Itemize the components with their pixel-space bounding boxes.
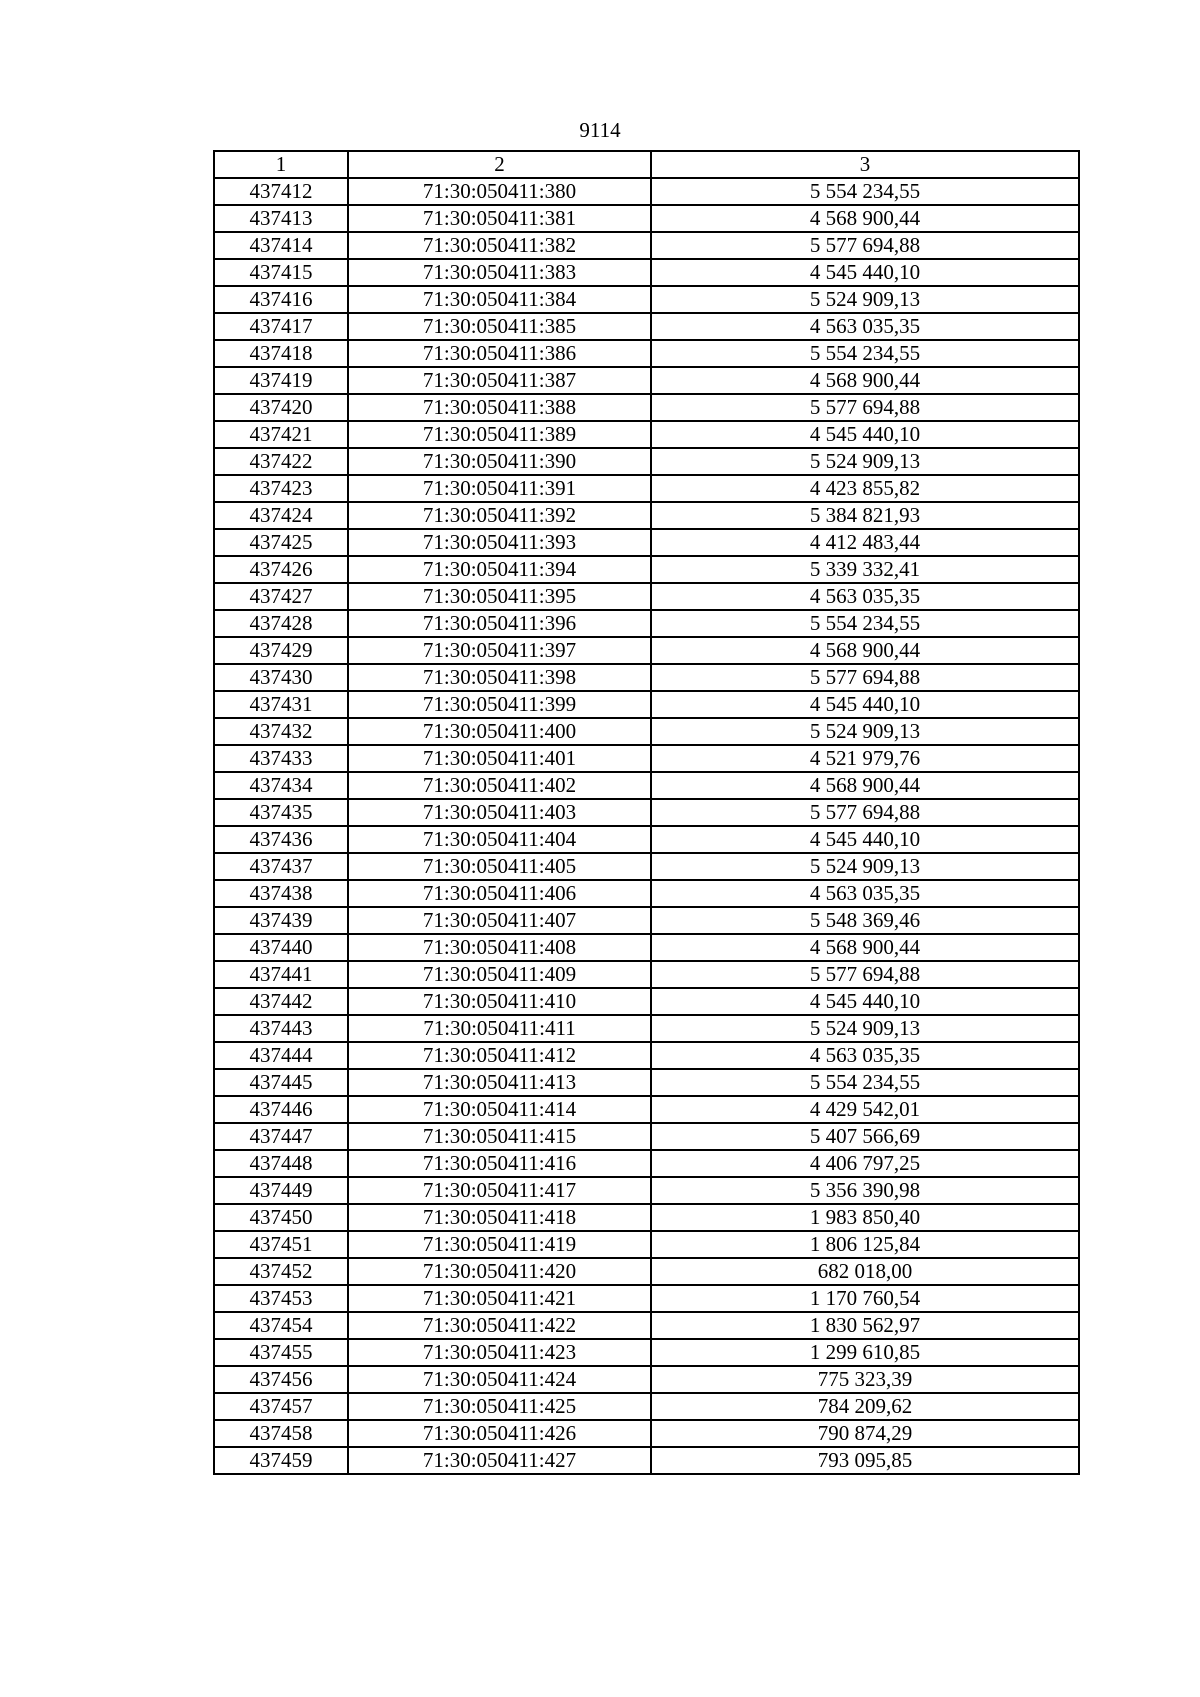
cadastral-value-cell: 1 983 850,40 — [651, 1204, 1079, 1231]
table-row — [214, 934, 1079, 961]
cadastral-value-cell: 5 554 234,55 — [651, 1069, 1079, 1096]
table-row — [214, 340, 1079, 367]
cadastral-number-cell: 71:30:050411:396 — [348, 610, 651, 637]
cadastral-number-cell: 71:30:050411:393 — [348, 529, 651, 556]
row-number-cell: 437437 — [214, 853, 348, 880]
table-header — [214, 151, 1079, 178]
table-row — [214, 421, 1079, 448]
row-number-cell: 437451 — [214, 1231, 348, 1258]
table-row — [214, 1231, 1079, 1258]
cadastral-number-cell: 71:30:050411:418 — [348, 1204, 651, 1231]
row-number-cell: 437455 — [214, 1339, 348, 1366]
cadastral-value-cell: 4 545 440,10 — [651, 421, 1079, 448]
cadastral-number-cell: 71:30:050411:388 — [348, 394, 651, 421]
table-row — [214, 1204, 1079, 1231]
cadastral-value-cell: 5 577 694,88 — [651, 961, 1079, 988]
cadastral-number-cell: 71:30:050411:404 — [348, 826, 651, 853]
row-number-cell: 437448 — [214, 1150, 348, 1177]
row-number-cell: 437440 — [214, 934, 348, 961]
table-row — [214, 232, 1079, 259]
cadastral-number-cell: 71:30:050411:409 — [348, 961, 651, 988]
cadastral-value-cell: 5 384 821,93 — [651, 502, 1079, 529]
table-row — [214, 286, 1079, 313]
row-number-cell: 437412 — [214, 178, 348, 205]
table-row — [214, 799, 1079, 826]
row-number-cell: 437435 — [214, 799, 348, 826]
table-row — [214, 475, 1079, 502]
row-number-cell: 437449 — [214, 1177, 348, 1204]
cadastral-number-cell: 71:30:050411:383 — [348, 259, 651, 286]
cadastral-value-cell: 4 563 035,35 — [651, 1042, 1079, 1069]
row-number-cell: 437458 — [214, 1420, 348, 1447]
table-row — [214, 826, 1079, 853]
cadastral-value-cell: 5 524 909,13 — [651, 286, 1079, 313]
page-number: 9114 — [579, 118, 621, 142]
column-header-2: 2 — [348, 151, 651, 178]
table-row — [214, 637, 1079, 664]
table-row — [214, 394, 1079, 421]
cadastral-value-cell: 790 874,29 — [651, 1420, 1079, 1447]
column-header-1: 1 — [214, 151, 348, 178]
table-row — [214, 178, 1079, 205]
table-row — [214, 1258, 1079, 1285]
cadastral-number-cell: 71:30:050411:397 — [348, 637, 651, 664]
cadastral-value-cell: 4 545 440,10 — [651, 259, 1079, 286]
table-row — [214, 259, 1079, 286]
cadastral-value-cell: 784 209,62 — [651, 1393, 1079, 1420]
row-number-cell: 437429 — [214, 637, 348, 664]
row-number-cell: 437441 — [214, 961, 348, 988]
table-row — [214, 988, 1079, 1015]
cadastral-number-cell: 71:30:050411:382 — [348, 232, 651, 259]
row-number-cell: 437431 — [214, 691, 348, 718]
cadastral-number-cell: 71:30:050411:391 — [348, 475, 651, 502]
table-row — [214, 556, 1079, 583]
cadastral-value-cell: 5 356 390,98 — [651, 1177, 1079, 1204]
cadastral-value-cell: 4 521 979,76 — [651, 745, 1079, 772]
cadastral-number-cell: 71:30:050411:408 — [348, 934, 651, 961]
cadastral-number-cell: 71:30:050411:399 — [348, 691, 651, 718]
table-row — [214, 1150, 1079, 1177]
table-row — [214, 502, 1079, 529]
cadastral-value-cell: 5 554 234,55 — [651, 610, 1079, 637]
table-row — [214, 718, 1079, 745]
cadastral-value-cell: 4 568 900,44 — [651, 772, 1079, 799]
cadastral-number-cell: 71:30:050411:425 — [348, 1393, 651, 1420]
cadastral-number-cell: 71:30:050411:389 — [348, 421, 651, 448]
row-number-cell: 437439 — [214, 907, 348, 934]
cadastral-value-cell: 4 563 035,35 — [651, 880, 1079, 907]
cadastral-value-cell: 5 524 909,13 — [651, 853, 1079, 880]
cadastral-number-cell: 71:30:050411:427 — [348, 1447, 651, 1474]
cadastral-value-cell: 4 429 542,01 — [651, 1096, 1079, 1123]
row-number-cell: 437425 — [214, 529, 348, 556]
table-row — [214, 1015, 1079, 1042]
cadastral-number-cell: 71:30:050411:421 — [348, 1285, 651, 1312]
row-number-cell: 437456 — [214, 1366, 348, 1393]
table-row — [214, 205, 1079, 232]
cadastral-value-cell: 4 563 035,35 — [651, 583, 1079, 610]
cadastral-value-cell: 4 406 797,25 — [651, 1150, 1079, 1177]
row-number-cell: 437417 — [214, 313, 348, 340]
row-number-cell: 437454 — [214, 1312, 348, 1339]
cadastral-number-cell: 71:30:050411:401 — [348, 745, 651, 772]
cadastral-number-cell: 71:30:050411:402 — [348, 772, 651, 799]
cadastral-value-cell: 1 170 760,54 — [651, 1285, 1079, 1312]
row-number-cell: 437444 — [214, 1042, 348, 1069]
row-number-cell: 437433 — [214, 745, 348, 772]
cadastral-value-cell: 5 524 909,13 — [651, 1015, 1079, 1042]
cadastral-number-cell: 71:30:050411:400 — [348, 718, 651, 745]
cadastral-value-cell: 4 412 483,44 — [651, 529, 1079, 556]
cadastral-value-cell: 5 548 369,46 — [651, 907, 1079, 934]
row-number-cell: 437423 — [214, 475, 348, 502]
cadastral-value-cell: 5 577 694,88 — [651, 394, 1079, 421]
cadastral-value-cell: 5 524 909,13 — [651, 448, 1079, 475]
table-body — [214, 178, 1079, 1474]
table-row — [214, 1285, 1079, 1312]
row-number-cell: 437452 — [214, 1258, 348, 1285]
cadastral-number-cell: 71:30:050411:390 — [348, 448, 651, 475]
row-number-cell: 437426 — [214, 556, 348, 583]
cadastral-value-cell: 5 577 694,88 — [651, 799, 1079, 826]
cadastral-number-cell: 71:30:050411:415 — [348, 1123, 651, 1150]
row-number-cell: 437442 — [214, 988, 348, 1015]
row-number-cell: 437447 — [214, 1123, 348, 1150]
cadastral-value-cell: 1 830 562,97 — [651, 1312, 1079, 1339]
row-number-cell: 437445 — [214, 1069, 348, 1096]
row-number-cell: 437446 — [214, 1096, 348, 1123]
row-number-cell: 437453 — [214, 1285, 348, 1312]
row-number-cell: 437428 — [214, 610, 348, 637]
cadastral-number-cell: 71:30:050411:414 — [348, 1096, 651, 1123]
table-row — [214, 529, 1079, 556]
column-header-3: 3 — [651, 151, 1079, 178]
cadastral-number-cell: 71:30:050411:420 — [348, 1258, 651, 1285]
row-number-cell: 437416 — [214, 286, 348, 313]
row-number-cell: 437450 — [214, 1204, 348, 1231]
cadastral-number-cell: 71:30:050411:398 — [348, 664, 651, 691]
cadastral-number-cell: 71:30:050411:417 — [348, 1177, 651, 1204]
table-row — [214, 772, 1079, 799]
table-row — [214, 691, 1079, 718]
row-number-cell: 437436 — [214, 826, 348, 853]
row-number-cell: 437415 — [214, 259, 348, 286]
cadastral-value-cell: 793 095,85 — [651, 1447, 1079, 1474]
cadastral-number-cell: 71:30:050411:423 — [348, 1339, 651, 1366]
table-row — [214, 1312, 1079, 1339]
cadastral-value-cell: 5 577 694,88 — [651, 664, 1079, 691]
cadastral-number-cell: 71:30:050411:413 — [348, 1069, 651, 1096]
table-row — [214, 313, 1079, 340]
cadastral-number-cell: 71:30:050411:384 — [348, 286, 651, 313]
cadastral-number-cell: 71:30:050411:385 — [348, 313, 651, 340]
cadastral-number-cell: 71:30:050411:411 — [348, 1015, 651, 1042]
table-row — [214, 1393, 1079, 1420]
row-number-cell: 437413 — [214, 205, 348, 232]
table-row — [214, 367, 1079, 394]
table-row — [214, 1366, 1079, 1393]
cadastral-value-cell: 5 407 566,69 — [651, 1123, 1079, 1150]
row-number-cell: 437427 — [214, 583, 348, 610]
row-number-cell: 437434 — [214, 772, 348, 799]
cadastral-value-cell: 5 339 332,41 — [651, 556, 1079, 583]
row-number-cell: 437443 — [214, 1015, 348, 1042]
cadastral-value-cell: 4 545 440,10 — [651, 988, 1079, 1015]
cadastral-value-cell: 5 524 909,13 — [651, 718, 1079, 745]
cadastral-number-cell: 71:30:050411:387 — [348, 367, 651, 394]
table-row — [214, 1096, 1079, 1123]
cadastral-value-table — [213, 150, 1080, 1475]
table-row — [214, 1420, 1079, 1447]
cadastral-number-cell: 71:30:050411:380 — [348, 178, 651, 205]
table-row — [214, 907, 1079, 934]
row-number-cell: 437430 — [214, 664, 348, 691]
cadastral-value-cell: 775 323,39 — [651, 1366, 1079, 1393]
cadastral-value-cell: 4 568 900,44 — [651, 934, 1079, 961]
cadastral-value-cell: 5 577 694,88 — [651, 232, 1079, 259]
cadastral-number-cell: 71:30:050411:422 — [348, 1312, 651, 1339]
cadastral-value-cell: 4 563 035,35 — [651, 313, 1079, 340]
cadastral-number-cell: 71:30:050411:426 — [348, 1420, 651, 1447]
row-number-cell: 437438 — [214, 880, 348, 907]
cadastral-value-cell: 4 423 855,82 — [651, 475, 1079, 502]
table-row — [214, 610, 1079, 637]
row-number-cell: 437432 — [214, 718, 348, 745]
table-row — [214, 961, 1079, 988]
table-row — [214, 583, 1079, 610]
cadastral-value-cell: 5 554 234,55 — [651, 340, 1079, 367]
table-row — [214, 1339, 1079, 1366]
cadastral-number-cell: 71:30:050411:405 — [348, 853, 651, 880]
row-number-cell: 437418 — [214, 340, 348, 367]
table-row — [214, 1123, 1079, 1150]
cadastral-value-cell: 1 299 610,85 — [651, 1339, 1079, 1366]
cadastral-value-cell: 4 545 440,10 — [651, 826, 1079, 853]
row-number-cell: 437421 — [214, 421, 348, 448]
row-number-cell: 437414 — [214, 232, 348, 259]
table-row — [214, 1447, 1079, 1474]
table-row — [214, 664, 1079, 691]
table-row — [214, 1177, 1079, 1204]
cadastral-number-cell: 71:30:050411:424 — [348, 1366, 651, 1393]
cadastral-number-cell: 71:30:050411:419 — [348, 1231, 651, 1258]
table-row — [214, 745, 1079, 772]
cadastral-value-cell: 682 018,00 — [651, 1258, 1079, 1285]
cadastral-number-cell: 71:30:050411:407 — [348, 907, 651, 934]
cadastral-value-cell: 5 554 234,55 — [651, 178, 1079, 205]
table-row — [214, 853, 1079, 880]
row-number-cell: 437457 — [214, 1393, 348, 1420]
cadastral-value-cell: 1 806 125,84 — [651, 1231, 1079, 1258]
row-number-cell: 437419 — [214, 367, 348, 394]
cadastral-number-cell: 71:30:050411:412 — [348, 1042, 651, 1069]
cadastral-value-cell: 4 545 440,10 — [651, 691, 1079, 718]
table-row — [214, 1069, 1079, 1096]
table-row — [214, 880, 1079, 907]
cadastral-number-cell: 71:30:050411:410 — [348, 988, 651, 1015]
cadastral-number-cell: 71:30:050411:403 — [348, 799, 651, 826]
table-row — [214, 448, 1079, 475]
row-number-cell: 437424 — [214, 502, 348, 529]
cadastral-value-cell: 4 568 900,44 — [651, 637, 1079, 664]
cadastral-number-cell: 71:30:050411:416 — [348, 1150, 651, 1177]
row-number-cell: 437420 — [214, 394, 348, 421]
cadastral-number-cell: 71:30:050411:392 — [348, 502, 651, 529]
cadastral-number-cell: 71:30:050411:406 — [348, 880, 651, 907]
cadastral-value-cell: 4 568 900,44 — [651, 205, 1079, 232]
row-number-cell: 437422 — [214, 448, 348, 475]
cadastral-value-cell: 4 568 900,44 — [651, 367, 1079, 394]
cadastral-number-cell: 71:30:050411:386 — [348, 340, 651, 367]
cadastral-number-cell: 71:30:050411:395 — [348, 583, 651, 610]
row-number-cell: 437459 — [214, 1447, 348, 1474]
header-row — [214, 151, 1079, 178]
table-row — [214, 1042, 1079, 1069]
cadastral-number-cell: 71:30:050411:381 — [348, 205, 651, 232]
cadastral-number-cell: 71:30:050411:394 — [348, 556, 651, 583]
